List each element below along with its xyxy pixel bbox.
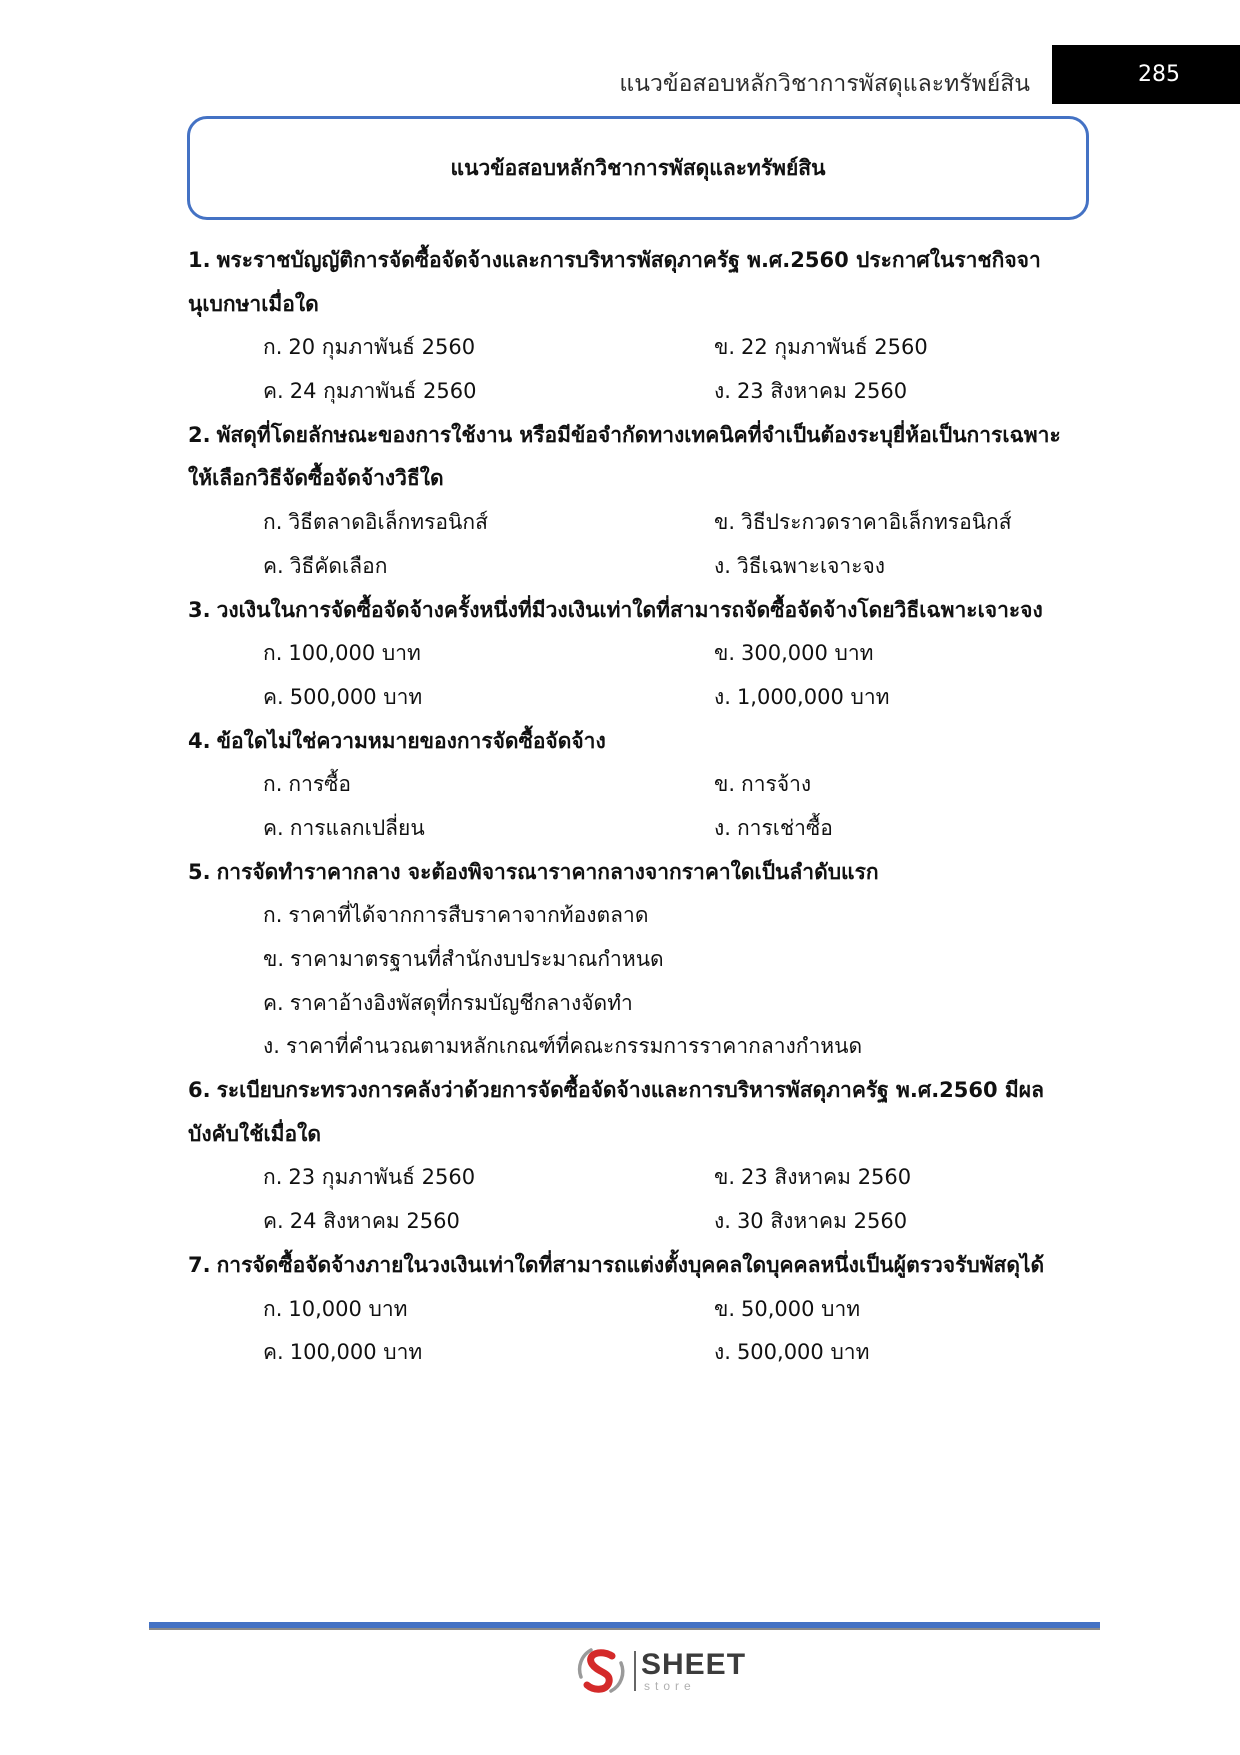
option-a [263, 326, 475, 370]
option-text: 22 กุมภาพันธ์ 2560 [741, 335, 928, 360]
question-1-options-row-2 [188, 370, 1188, 414]
option-text: วิธีตลาดอิเล็กทรอนิกส์ [288, 510, 488, 535]
footer-rule [149, 1622, 1100, 1630]
option-label: ค. [263, 553, 284, 578]
option-text: 24 สิงหาคม 2560 [289, 1209, 460, 1234]
question-list [188, 239, 1188, 1375]
option-text: ราคาอ้างอิงพัสดุที่กรมบัญชีกลางจัดทำ [289, 990, 633, 1015]
option-label: ข. [714, 510, 736, 535]
question-text: พระราชบัญญัติการจัดซื้อจัดจ้างและการบริหารพัสดุภาครัฐ พ.ศ.2560 ประกาศในราชกิจจา [216, 248, 1041, 272]
question-1-line-1 [188, 239, 1188, 283]
option-text: 500,000 บาท [736, 1340, 870, 1365]
option-text: 23 สิงหาคม 2560 [741, 1165, 912, 1190]
question-6-line-2 [188, 1113, 1188, 1157]
question-4-line-1 [188, 720, 1188, 764]
option-text: 23 กุมภาพันธ์ 2560 [288, 1165, 476, 1190]
option-label: ข. [263, 947, 285, 971]
option-label: ก. [263, 1165, 283, 1190]
option-label: ข. [714, 641, 736, 666]
option-text: 100,000 บาท [289, 1340, 423, 1365]
sheet-store-logo [574, 1643, 747, 1699]
option-b [263, 938, 664, 982]
option-text: วิธีคัดเลือก [289, 553, 388, 578]
option-label: ข. [714, 335, 736, 360]
option-b [714, 1288, 860, 1332]
option-b [714, 501, 1012, 545]
running-header-title: แนวข้อสอบหลักวิชาการพัสดุและทรัพย์สิน [619, 71, 1030, 97]
option-label: ก. [263, 903, 283, 928]
option-d [714, 545, 885, 589]
option-label: ค. [263, 379, 284, 404]
question-text: ข้อใดไม่ใช่ความหมายของการจัดซื้อจัดจ้าง [216, 728, 606, 753]
option-label: ค. [263, 815, 284, 840]
option-b [714, 632, 874, 676]
option-text: ราคาที่ได้จากการสืบราคาจากท้องตลาด [288, 903, 649, 928]
option-a [263, 763, 351, 807]
option-d [263, 1025, 862, 1069]
option-c [263, 1331, 422, 1375]
question-text: ระเบียบกระทรวงการคลังว่าด้วยการจัดซื้อจัดจ้างและการบริหารพัสดุภาครัฐ พ.ศ.2560 มีผล [216, 1078, 1044, 1103]
question-1-options-row-1 [188, 326, 1188, 370]
question-7-options-row-1 [188, 1288, 1188, 1332]
option-b [714, 763, 811, 807]
option-label: ง. [714, 379, 731, 404]
option-label: ก. [263, 335, 283, 360]
question-5-option-row-d [188, 1025, 1188, 1069]
option-label: ก. [263, 510, 283, 535]
question-1-line-2 [188, 283, 1188, 327]
option-label: ข. [714, 1165, 736, 1190]
question-text: พัสดุที่โดยลักษณะของการใช้งาน หรือมีข้อจำกัดทางเทคนิคที่จำเป็นต้องระบุยี่ห้อเป็นการเฉพาะ [216, 422, 1061, 447]
section-title: แนวข้อสอบหลักวิชาการพัสดุและทรัพย์สิน [450, 155, 826, 180]
question-7-options-row-2 [188, 1331, 1188, 1375]
option-label: ค. [263, 1209, 284, 1234]
question-3-line-1 [188, 589, 1188, 633]
option-label: ข. [714, 1296, 736, 1321]
question-2-options-row-1 [188, 501, 1188, 545]
option-c [263, 1200, 460, 1244]
option-a [263, 1156, 475, 1200]
option-label: ค. [263, 1340, 284, 1365]
question-number: 3. [188, 597, 211, 622]
question-4-options-row-1 [188, 763, 1188, 807]
option-label: ง. [263, 1034, 280, 1059]
option-d [714, 807, 833, 851]
question-text: วงเงินในการจัดซื้อจัดจ้างครั้งหนึ่งที่มีวงเงินเท่าใดที่สามารถจัดซื้อจัดจ้างโดยวิธีเฉพาะเจาะจง [216, 597, 1043, 622]
question-number: 6. [188, 1078, 211, 1103]
option-d [714, 1331, 869, 1375]
option-text: ราคาที่คำนวณตามหลักเกณฑ์ที่คณะกรรมการราคากลางกำหนด [285, 1034, 863, 1059]
option-text: 23 สิงหาคม 2560 [736, 379, 908, 404]
option-text: 1,000,000 บาท [736, 684, 890, 709]
option-label: ก. [263, 772, 283, 797]
section-title-box [187, 116, 1089, 220]
option-text: วิธีเฉพาะเจาะจง [736, 553, 886, 578]
page-number-tab [1052, 45, 1240, 104]
question-2-options-row-2 [188, 545, 1188, 589]
option-b [714, 326, 928, 370]
option-label: ข. [714, 772, 736, 797]
option-a [263, 501, 488, 545]
question-6-line-1 [188, 1069, 1188, 1113]
option-c [263, 676, 422, 720]
question-2-line-1 [188, 414, 1188, 458]
option-c [263, 807, 425, 851]
option-label: ค. [263, 684, 284, 709]
option-text: การซื้อ [288, 772, 352, 797]
option-text: 50,000 บาท [741, 1296, 861, 1321]
question-5-option-row-a [188, 894, 1188, 938]
option-text: 24 กุมภาพันธ์ 2560 [289, 379, 477, 404]
question-5-option-row-c [188, 982, 1188, 1026]
question-number: 5. [188, 859, 211, 884]
option-text: 500,000 บาท [289, 684, 423, 709]
question-text: นุเบกษาเมื่อใด [188, 291, 319, 316]
option-text: วิธีประกวดราคาอิเล็กทรอนิกส์ [741, 510, 1012, 535]
option-c [263, 545, 387, 589]
question-6-options-row-1 [188, 1156, 1188, 1200]
question-number: 4. [188, 728, 211, 753]
option-text: การจ้าง [741, 772, 812, 797]
option-label: ง. [714, 553, 731, 578]
page-number: 285 [1138, 62, 1180, 87]
option-text: การเช่าซื้อ [736, 815, 833, 840]
option-text: 10,000 บาท [288, 1296, 408, 1321]
sheet-store-logo-icon [574, 1643, 628, 1697]
option-label: ง. [714, 684, 731, 709]
option-label: ก. [263, 641, 283, 666]
option-label: ง. [714, 1340, 731, 1365]
option-d [714, 370, 907, 414]
option-text: 100,000 บาท [288, 641, 421, 666]
question-text: การจัดซื้อจัดจ้างภายในวงเงินเท่าใดที่สามารถแต่งตั้งบุคคลใดบุคคลหนึ่งเป็นผู้ตรวจรับพัสดุได้ [216, 1252, 1045, 1277]
option-text: 20 กุมภาพันธ์ 2560 [288, 335, 476, 360]
option-text: 300,000 บาท [741, 641, 874, 666]
option-d [714, 1200, 907, 1244]
logo-wordmark: SHEET [641, 1648, 747, 1681]
option-label: ก. [263, 1296, 283, 1321]
option-b [714, 1156, 911, 1200]
question-4-options-row-2 [188, 807, 1188, 851]
option-d [714, 676, 889, 720]
question-3-options-row-1 [188, 632, 1188, 676]
option-text: ราคามาตรฐานที่สำนักงบประมาณกำหนด [290, 947, 664, 971]
option-c [263, 370, 476, 414]
option-text: 30 สิงหาคม 2560 [736, 1209, 908, 1234]
question-text: บังคับใช้เมื่อใด [188, 1121, 321, 1146]
question-number: 7. [188, 1252, 211, 1277]
logo-subword: store [644, 1679, 696, 1693]
option-c [263, 982, 633, 1026]
question-5-option-row-b [188, 938, 1188, 982]
option-a [263, 1288, 408, 1332]
question-3-options-row-2 [188, 676, 1188, 720]
question-number: 1. [188, 248, 211, 272]
question-5-line-1 [188, 851, 1188, 895]
option-a [263, 894, 648, 938]
question-number: 2. [188, 422, 211, 447]
option-a [263, 632, 421, 676]
option-label: ง. [714, 815, 731, 840]
option-text: การแลกเปลี่ยน [289, 815, 425, 840]
option-label: ง. [714, 1209, 731, 1234]
option-label: ค. [263, 990, 284, 1015]
question-text: การจัดทำราคากลาง จะต้องพิจารณาราคากลางจากราคาใดเป็นลำดับแรก [216, 859, 879, 884]
question-2-line-2 [188, 457, 1188, 501]
question-6-options-row-2 [188, 1200, 1188, 1244]
question-text: ให้เลือกวิธีจัดซื้อจัดจ้างวิธีใด [188, 466, 444, 491]
logo-divider [634, 1651, 636, 1691]
question-7-line-1 [188, 1244, 1188, 1288]
